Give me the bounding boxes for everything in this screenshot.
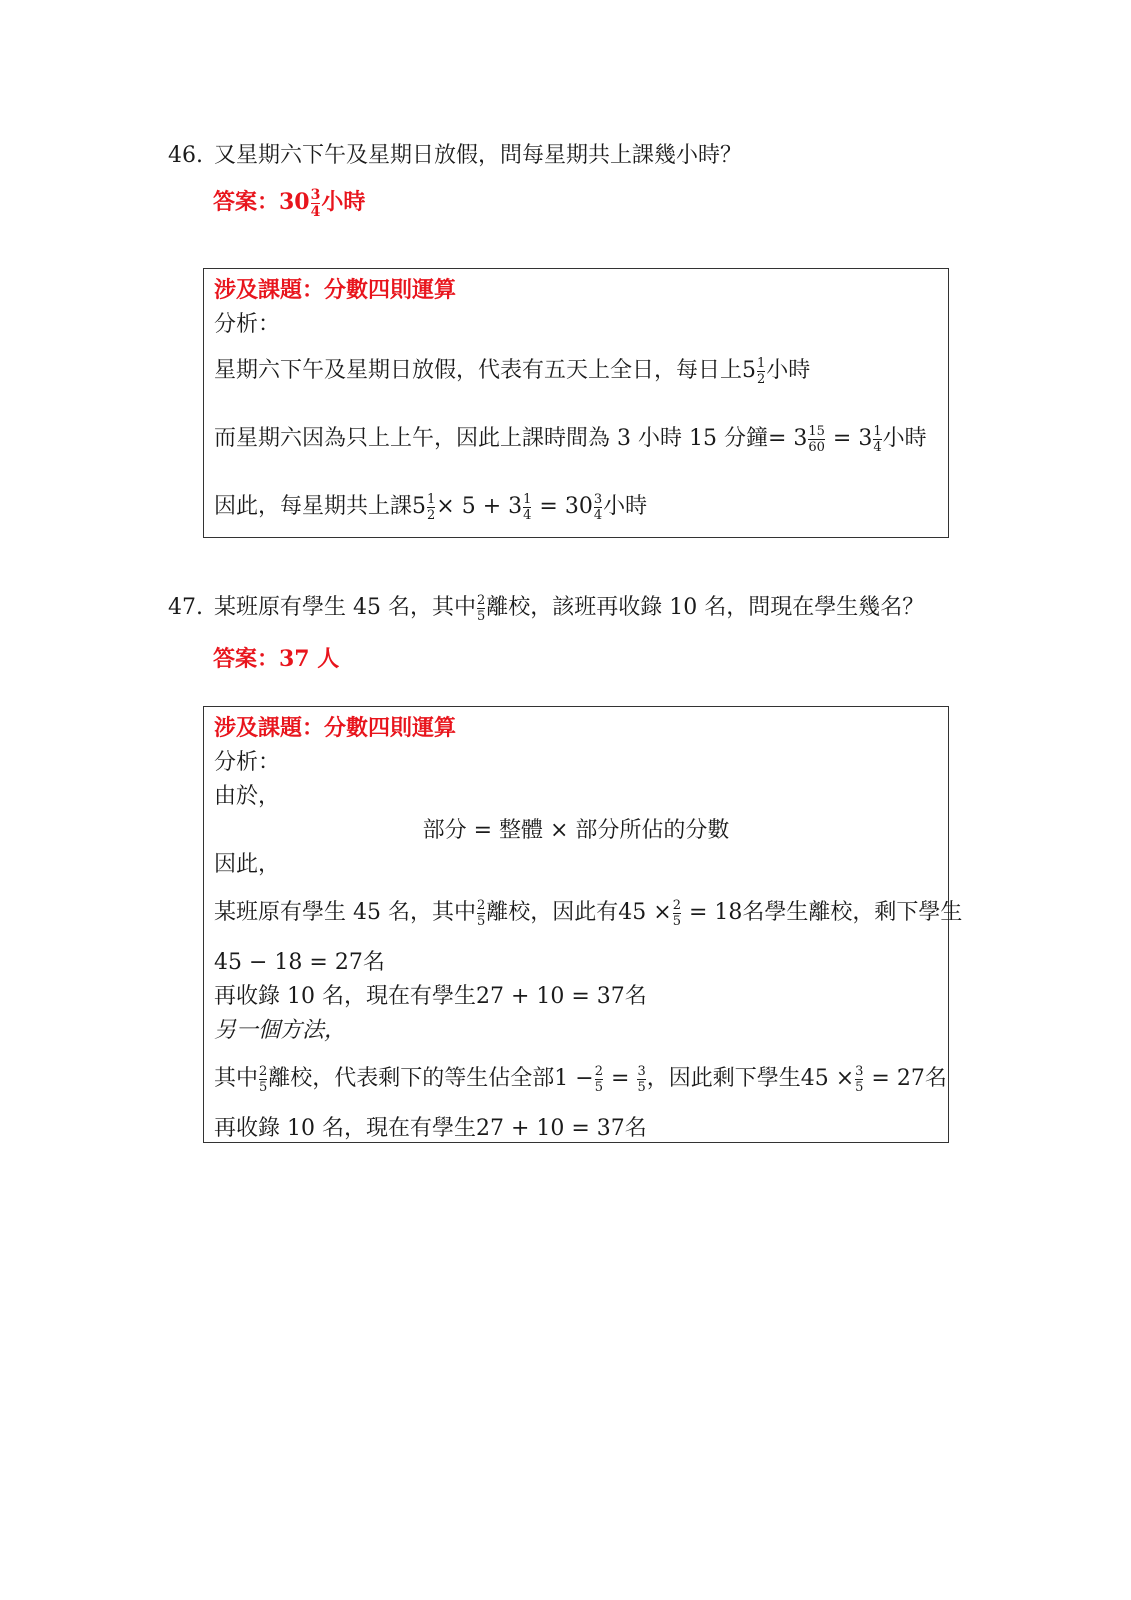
- since-label: 由於，: [214, 784, 281, 809]
- answer-47: 答案：37 人: [213, 646, 340, 672]
- fraction: $\frac{2}{5}$: [476, 897, 486, 929]
- question-47: [168, 590, 968, 623]
- fraction: $\frac{2}{5}$: [672, 897, 681, 929]
- fraction: $\frac{15}{60}$: [808, 423, 825, 455]
- topic-label: 涉及課題：分數四則運算: [214, 277, 457, 303]
- analysis-line-5: 再收錄 10 名，現在有學生27 + 10 = 37名: [214, 1116, 647, 1141]
- analysis-line-1: 星期六下午及星期日放假，代表有五天上全日，每日上5 $\frac{1}{2}$ 小時: [214, 355, 811, 387]
- topic-label: 涉及課題：分數四則運算: [214, 715, 457, 741]
- fraction: $\frac{3}{4}$: [593, 491, 603, 523]
- answer-fraction: $\frac{3}{4}$: [310, 186, 321, 220]
- fraction: $\frac{2}{5}$: [476, 592, 486, 624]
- question-text: 某班原有學生 45 名，其中: [214, 595, 476, 620]
- fraction: $\frac{1}{2}$: [427, 491, 436, 523]
- answer-suffix: 小時: [321, 189, 366, 215]
- analysis-box-47: [203, 706, 963, 1143]
- formula: 部分 = 整體 × 部分所佔的分數: [422, 818, 730, 843]
- question-number: 46.: [168, 143, 203, 168]
- analysis-box-46: [203, 268, 949, 538]
- answer-46: [213, 185, 365, 219]
- analysis-label: 分析：: [214, 750, 281, 775]
- fraction: $\frac{1}{4}$: [873, 423, 882, 455]
- fraction: $\frac{3}{5}$: [855, 1063, 864, 1095]
- question-text: 又星期六下午及星期日放假，問每星期共上課幾小時？: [214, 143, 743, 168]
- analysis-line-1: 某班原有學生 45 名，其中 $\frac{2}{5}$ 離校，因此有45 × $\frac{2}{5}$ = 18名學生離校，剩下學生: [214, 897, 963, 929]
- fraction: $\frac{3}{5}$: [637, 1063, 646, 1095]
- question-46: [168, 138, 968, 169]
- analysis-line-4: 其中 $\frac{2}{5}$ 離校，代表剩下的等生佔全部1 − $\frac{2}{5}$ = $\frac{3}{5}$ ，因此剩下學生45 × $\frac{3}{5}$ = 27名: [214, 1063, 947, 1095]
- fraction: $\frac{1}{4}$: [523, 491, 532, 523]
- therefore-label: 因此，: [214, 852, 281, 877]
- analysis-line-3: 再收錄 10 名，現在有學生27 + 10 = 37名: [214, 984, 647, 1009]
- alternative-method-label: 另一個方法，: [214, 1018, 347, 1043]
- analysis-line-3: 因此，每星期共上課5 $\frac{1}{2}$ × 5 + 3 $\frac{1}{4}$ = 30 $\frac{3}{4}$ 小時: [214, 491, 648, 523]
- question-text-tail: 離校，該班再收錄 10 名，問現在學生幾名？: [486, 595, 925, 620]
- analysis-line-2: 而星期六因為只上上午，因此上課時間為 3 小時 15 分鐘= 3 $\frac{15}{60}$ = 3 $\frac{1}{4}$ 小時: [214, 423, 927, 455]
- fraction: $\frac{2}{5}$: [594, 1063, 604, 1095]
- question-number: 47.: [168, 595, 203, 620]
- analysis-line-2: 45 − 18 = 27名: [214, 950, 385, 975]
- answer-prefix: 答案：30: [213, 189, 310, 215]
- fraction: $\frac{1}{2}$: [757, 355, 766, 387]
- fraction: $\frac{2}{5}$: [259, 1063, 268, 1095]
- analysis-label: 分析：: [214, 312, 281, 337]
